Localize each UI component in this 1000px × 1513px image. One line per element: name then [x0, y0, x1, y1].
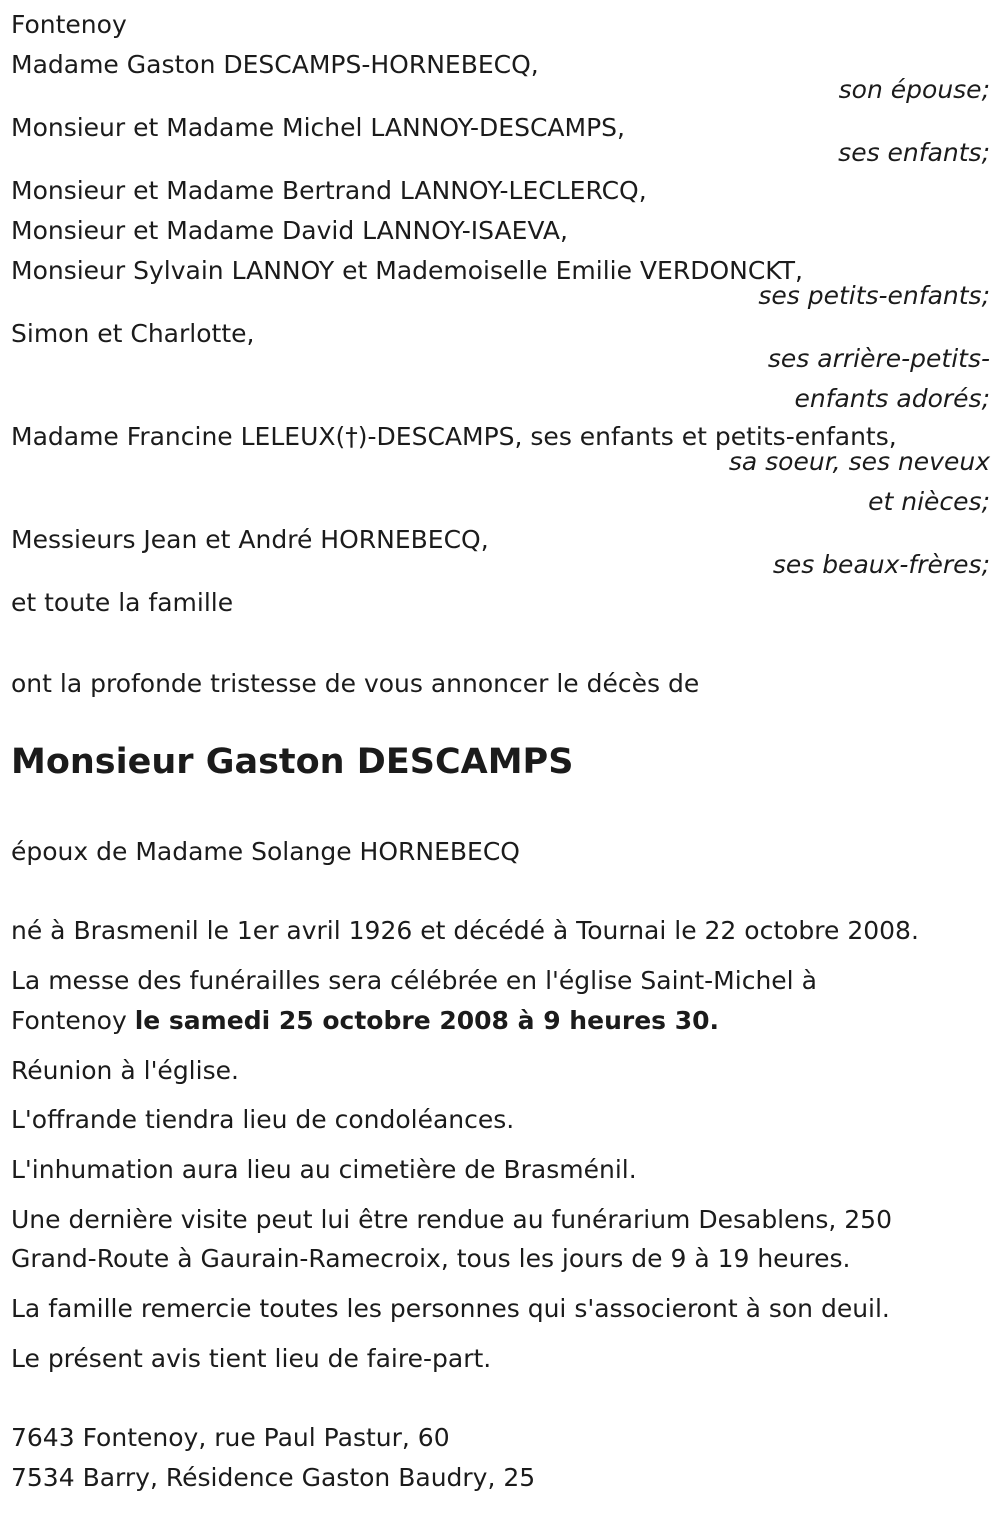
family-line: Messieurs Jean et André HORNEBECQ,	[11, 525, 489, 554]
mass-date-time: le samedi 25 octobre 2008 à 9 heures 30.	[134, 1006, 720, 1035]
address-line: 7534 Barry, Résidence Gaston Baudry, 25	[11, 1463, 536, 1492]
address-line: 7643 Fontenoy, rue Paul Pastur, 60	[11, 1423, 450, 1452]
relation-label: ses beaux-frères;	[772, 550, 990, 579]
deceased-name: Monsieur Gaston DESCAMPS	[11, 742, 574, 782]
family-line: Monsieur et Madame David LANNOY-ISAEVA,	[11, 216, 568, 245]
family-line: Monsieur et Madame Michel LANNOY-DESCAMPS,	[11, 113, 625, 142]
relation-label: son épouse;	[838, 75, 990, 104]
burial-notice: L'inhumation aura lieu au cimetière de Brasménil.	[11, 1155, 637, 1184]
family-line: Monsieur et Madame Bertrand LANNOY-LECLERCQ,	[11, 176, 647, 205]
mass-line-2	[11, 1008, 719, 1033]
faire-part-notice: Le présent avis tient lieu de faire-part.	[11, 1344, 492, 1373]
visit-notice-line-1: Une dernière visite peut lui être rendue au funérarium Desablens, 250	[11, 1205, 892, 1234]
mass-line-2-prefix: Fontenoy	[11, 1006, 135, 1035]
family-line: et toute la famille	[11, 588, 234, 617]
relation-label: et nièces;	[868, 487, 990, 516]
family-line: Madame Gaston DESCAMPS-HORNEBECQ,	[11, 50, 539, 79]
birth-death-text: né à Brasmenil le 1er avril 1926 et décédé à Tournai le 22 octobre 2008.	[11, 916, 919, 945]
meeting-notice: Réunion à l'église.	[11, 1056, 239, 1085]
family-line: Simon et Charlotte,	[11, 319, 255, 348]
header-town: Fontenoy	[11, 10, 127, 39]
relation-label: ses petits-enfants;	[758, 281, 990, 310]
relation-label: ses enfants;	[838, 138, 990, 167]
family-line: Madame Francine LELEUX(†)-DESCAMPS, ses enfants et petits-enfants,	[11, 422, 897, 451]
mass-line-1: La messe des funérailles sera célébrée en l'église Saint-Michel à	[11, 966, 817, 995]
visit-notice-line-2: Grand-Route à Gaurain-Ramecroix, tous les jours de 9 à 19 heures.	[11, 1244, 851, 1273]
relation-label: ses arrière-petits-	[767, 344, 990, 373]
announcement-text: ont la profonde tristesse de vous annoncer le décès de	[11, 669, 700, 698]
relation-label: enfants adorés;	[794, 384, 990, 413]
family-line: Monsieur Sylvain LANNOY et Mademoiselle Emilie VERDONCKT,	[11, 256, 803, 285]
offering-notice: L'offrande tiendra lieu de condoléances.	[11, 1105, 515, 1134]
thanks-notice: La famille remercie toutes les personnes qui s'associeront à son deuil.	[11, 1294, 890, 1323]
relation-label: sa soeur, ses neveux	[728, 447, 990, 476]
spouse-text: époux de Madame Solange HORNEBECQ	[11, 837, 520, 866]
